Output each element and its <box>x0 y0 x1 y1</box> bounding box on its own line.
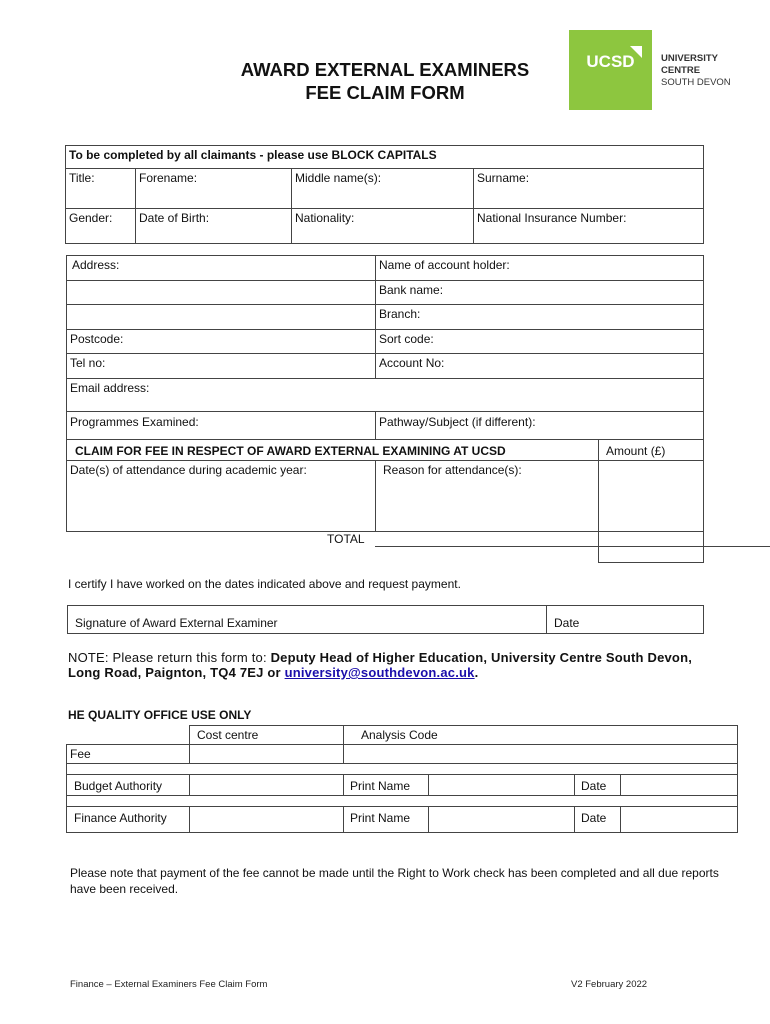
programmes-field[interactable]: Programmes Examined: <box>67 412 376 440</box>
title-field[interactable]: Title: <box>66 169 136 209</box>
amount-field[interactable] <box>599 461 704 532</box>
budget-authority-label: Budget Authority <box>67 775 190 796</box>
finance-print-name-field[interactable] <box>429 807 575 833</box>
total-label: TOTAL <box>327 532 365 546</box>
dates-field[interactable]: Date(s) of attendance during academic year: <box>67 461 376 532</box>
dob-field[interactable]: Date of Birth: <box>136 209 292 244</box>
gender-field[interactable]: Gender: <box>66 209 136 244</box>
account-holder-field[interactable]: Name of account holder: <box>376 256 704 281</box>
email-field[interactable]: Email address: <box>67 379 704 412</box>
brand-text <box>661 53 731 89</box>
budget-print-name-label: Print Name <box>344 775 429 796</box>
ni-number-field[interactable]: National Insurance Number: <box>474 209 704 244</box>
signature-date-field[interactable]: Date <box>547 606 704 634</box>
office-heading: HE QUALITY OFFICE USE ONLY <box>68 708 252 722</box>
claim-heading: CLAIM FOR FEE IN RESPECT OF AWARD EXTERNAL EXAMINING AT UCSD <box>67 440 599 461</box>
budget-print-name-field[interactable] <box>429 775 575 796</box>
cost-centre-header: Cost centre <box>190 726 344 745</box>
nationality-field[interactable]: Nationality: <box>292 209 474 244</box>
certify-statement: I certify I have worked on the dates indicated above and request payment. <box>68 577 461 591</box>
brand-line-1: UNIVERSITY <box>661 53 719 64</box>
pathway-field[interactable]: Pathway/Subject (if different): <box>376 412 704 440</box>
finance-date-label: Date <box>575 807 621 833</box>
note-or: or <box>263 665 285 680</box>
account-no-field[interactable]: Account No: <box>376 354 704 379</box>
address-line-3[interactable] <box>67 305 376 330</box>
reason-field[interactable]: Reason for attendance(s): <box>376 461 599 532</box>
brand-line-3: SOUTH DEVON <box>661 77 731 88</box>
payment-note: Please note that payment of the fee cannot be made until the Right to Work check has been completed and all due reports have been received. <box>70 866 719 896</box>
surname-field[interactable]: Surname: <box>474 169 704 209</box>
address-field[interactable]: Address: <box>67 256 376 281</box>
finance-date-field[interactable] <box>621 807 738 833</box>
finance-print-name-label: Print Name <box>344 807 429 833</box>
title-line-1: AWARD EXTERNAL EXAMINERS <box>240 59 530 80</box>
sort-code-field[interactable]: Sort code: <box>376 330 704 354</box>
bank-name-field[interactable]: Bank name: <box>376 281 704 305</box>
fee-cost-centre-field[interactable] <box>190 745 344 764</box>
middle-names-field[interactable]: Middle name(s): <box>292 169 474 209</box>
contact-bank-table <box>66 255 704 440</box>
office-use-table <box>66 725 738 833</box>
claim-table <box>66 439 704 563</box>
signature-field[interactable]: Signature of Award External Examiner <box>68 606 547 634</box>
budget-date-label: Date <box>575 775 621 796</box>
ucsd-logo <box>569 30 652 110</box>
branch-field[interactable]: Branch: <box>376 305 704 330</box>
analysis-code-header: Analysis Code <box>344 726 738 745</box>
finance-authority-label: Finance Authority <box>67 807 190 833</box>
signature-table <box>67 605 704 634</box>
forename-field[interactable]: Forename: <box>136 169 292 209</box>
return-note <box>68 650 728 680</box>
logo-text: UCSD <box>586 52 635 71</box>
amount-header: Amount (£) <box>599 440 704 461</box>
instruction: To be completed by all claimants - please use BLOCK CAPITALS <box>66 146 704 169</box>
brand-line-2: CENTRE <box>661 65 701 76</box>
footer-right: V2 February 2022 <box>571 979 648 990</box>
total-amount-field[interactable] <box>599 532 704 563</box>
address-line-2[interactable] <box>67 281 376 305</box>
postcode-field[interactable]: Postcode: <box>67 330 376 354</box>
title-line-2: FEE CLAIM FORM <box>305 82 465 103</box>
tel-field[interactable]: Tel no: <box>67 354 376 379</box>
email-link[interactable]: university@southdevon.ac.uk <box>284 665 475 680</box>
total-line <box>375 546 770 547</box>
note-prefix: NOTE: Please return this form to: <box>68 650 271 665</box>
note-address: Deputy Head of Higher Education, University Centre South Devon, Long Road, Paignton, TQ4 7EJ <box>68 650 693 680</box>
footer-left: Finance – External Examiners Fee Claim Form <box>70 979 268 990</box>
page-title <box>200 58 570 104</box>
budget-date-field[interactable] <box>621 775 738 796</box>
finance-authority-signature[interactable] <box>190 807 344 833</box>
budget-authority-signature[interactable] <box>190 775 344 796</box>
personal-details-table <box>65 145 704 244</box>
fee-label: Fee <box>67 745 190 764</box>
fee-analysis-code-field[interactable] <box>344 745 738 764</box>
note-end: . <box>474 665 479 680</box>
